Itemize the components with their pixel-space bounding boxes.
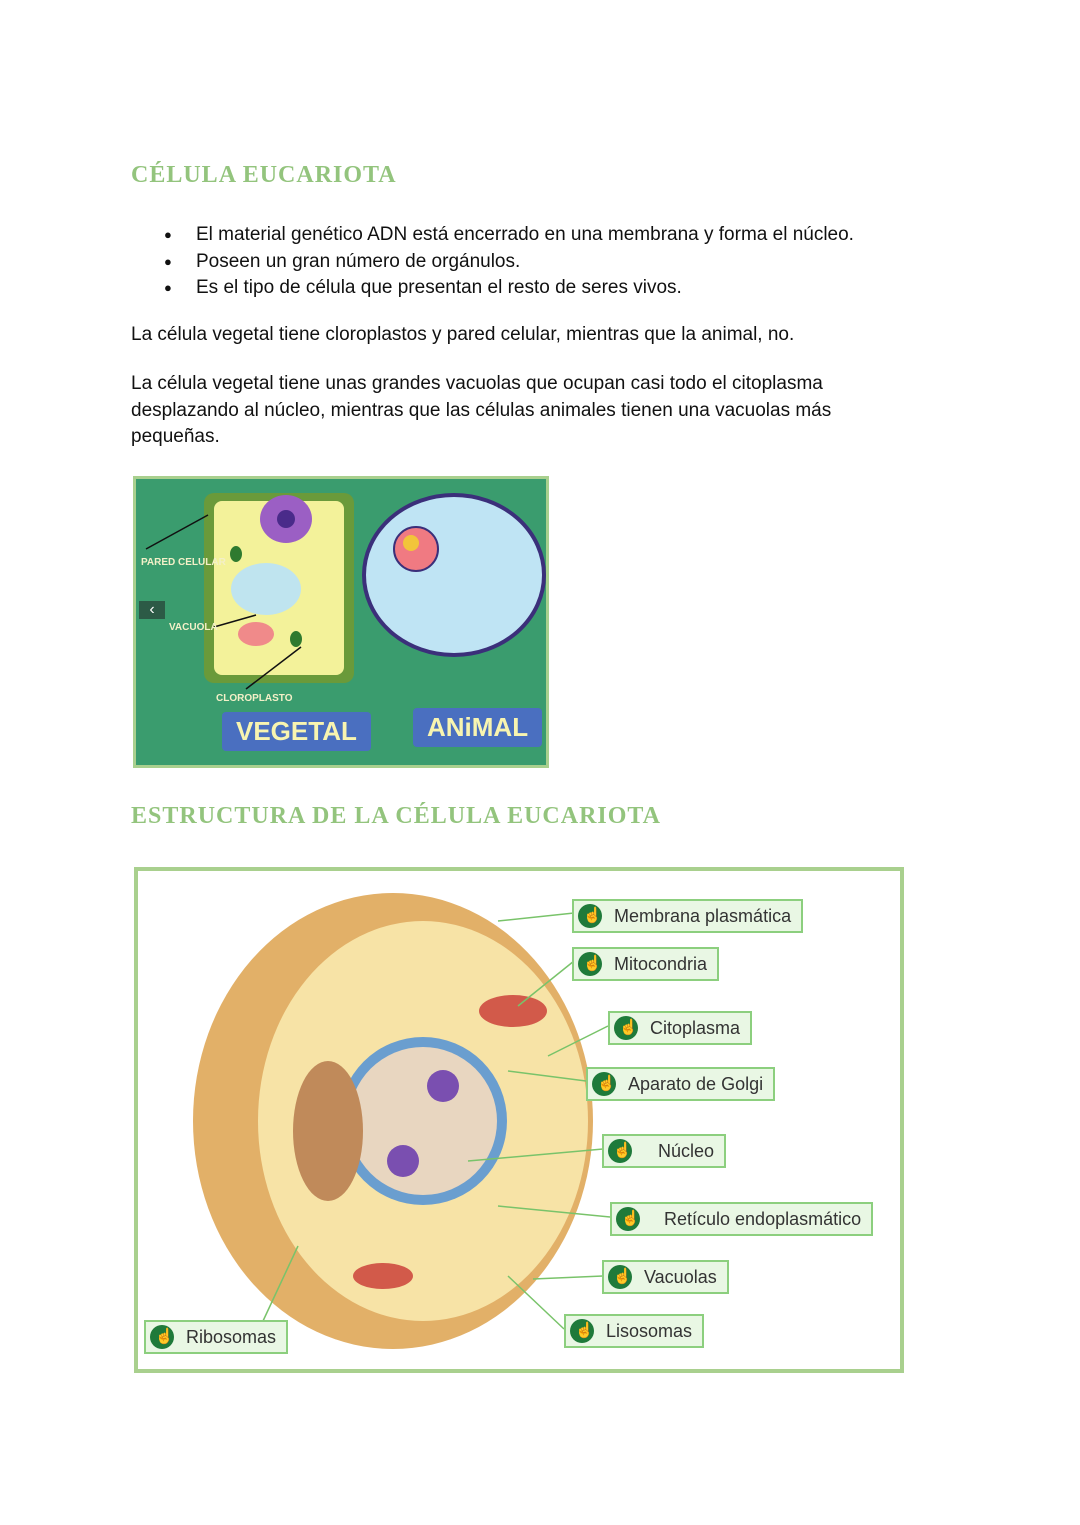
bullet-item: ● Poseen un gran número de orgánulos.: [160, 249, 854, 276]
label-lysosomes[interactable]: ☝ Lisosomas: [564, 1314, 704, 1348]
bullet-item: ● El material genético ADN está encerrado en una membrana y forma el núcleo.: [160, 222, 854, 249]
label-golgi[interactable]: ☝ Aparato de Golgi: [586, 1067, 775, 1101]
paragraph: La célula vegetal tiene cloroplastos y pared celular, mientras que la animal, no.: [131, 324, 795, 345]
hand-pointer-icon: [150, 1325, 174, 1349]
bullet-item: ● Es el tipo de célula que presentan el resto de seres vivos.: [160, 275, 854, 302]
label-chloroplast: CLOROPLASTO: [216, 693, 293, 704]
label-nucleus[interactable]: ☝ Núcleo: [602, 1134, 726, 1168]
hand-pointer-icon: [608, 1265, 632, 1289]
label-cell-wall: PARED CELULAR: [141, 557, 226, 568]
cell-cross-section: [138, 871, 900, 1369]
label-vacuole: VACUOLA: [169, 622, 218, 633]
label-cytoplasm[interactable]: ☝ Citoplasma: [608, 1011, 752, 1045]
hand-pointer-icon: [592, 1072, 616, 1096]
bullet-list: [160, 222, 854, 302]
section-title-eukaryotic-cell: CÉLULA EUCARIOTA: [131, 162, 397, 188]
label-vegetal: VEGETAL: [222, 712, 371, 751]
plant-animal-cell-image: [133, 476, 549, 768]
label-er[interactable]: ☝ Retículo endoplasmático: [610, 1202, 873, 1236]
hand-pointer-icon: [608, 1139, 632, 1163]
paragraph: La célula vegetal tiene unas grandes vacuolas que ocupan casi todo el citoplasma desplazando al núcleo, mientras que las células animales tienen una vacuolas más pequeñas.: [131, 373, 832, 447]
hand-pointer-icon: [614, 1016, 638, 1040]
label-membrane[interactable]: ☝ Membrana plasmática: [572, 899, 803, 933]
label-vacuoles[interactable]: ☝ Vacuolas: [602, 1260, 729, 1294]
hand-pointer-icon: [616, 1207, 640, 1231]
section-title-structure: ESTRUCTURA DE LA CÉLULA EUCARIOTA: [131, 803, 661, 829]
eukaryotic-cell-structure-image: [134, 867, 904, 1373]
label-mitochondria[interactable]: ☝ Mitocondria: [572, 947, 719, 981]
previous-button[interactable]: ‹: [139, 601, 165, 619]
label-animal: ANiMAL: [413, 708, 542, 747]
hand-pointer-icon: [570, 1319, 594, 1343]
label-ribosomes[interactable]: ☝ Ribosomas: [144, 1320, 288, 1354]
hand-pointer-icon: [578, 952, 602, 976]
hand-pointer-icon: [578, 904, 602, 928]
